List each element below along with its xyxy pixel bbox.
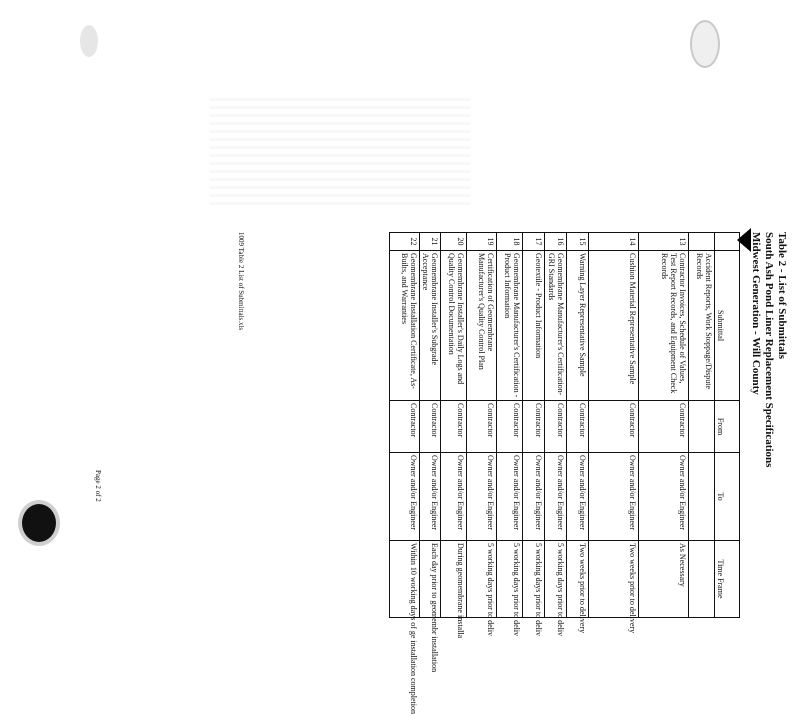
- submittal-cell: Geomembrane Installer's Subgrade Acceptance: [420, 251, 441, 401]
- from-cell: Contractor: [420, 401, 441, 453]
- row-number: 21: [420, 233, 441, 251]
- to-cell: Owner and/or Engineer: [589, 453, 639, 541]
- hole-punch-mark: [80, 25, 98, 57]
- document-header: [749, 232, 788, 612]
- row-number: 13: [639, 233, 689, 251]
- table-row: [545, 233, 567, 618]
- from-cell: Contractor: [567, 401, 589, 453]
- page-content: [150, 232, 788, 714]
- time-frame-cell: Each day prior to geomembr installation: [420, 541, 441, 618]
- time-frame-cell: During geomembrane installa: [441, 541, 467, 618]
- table-row: [689, 233, 715, 618]
- submittals-table: [389, 232, 740, 714]
- table-row: [497, 233, 523, 618]
- table-header-row: [715, 233, 740, 618]
- footer-filename: 1009 Table 2 List of Submittals.xls: [237, 232, 245, 331]
- row-number: 20: [441, 233, 467, 251]
- column-header: From: [715, 401, 740, 453]
- time-frame-cell: Two weeks prior to delivery: [567, 541, 589, 618]
- document-subtitle: South Ash Pond Liner Replacement Specifications: [763, 232, 775, 468]
- column-header: To: [715, 453, 740, 541]
- from-cell: Contractor: [441, 401, 467, 453]
- time-frame-cell: Within 10 working days of ge installation completion: [390, 541, 420, 618]
- column-header: [715, 233, 740, 251]
- time-frame-cell: 5 working days prior to deliv: [497, 541, 523, 618]
- submittal-cell: Geomembrane Manufacturer's Certification-GRI Standards: [545, 251, 567, 401]
- submittal-cell: Geomembrane Installation Certificate, As-Builts, and Warranties: [390, 251, 420, 401]
- row-number: 19: [467, 233, 497, 251]
- time-frame-cell: 5 working days prior to deliv: [545, 541, 567, 618]
- table-row: [390, 233, 420, 618]
- document-site: Midwest Generation - Will County: [750, 232, 762, 395]
- table-row: [639, 233, 689, 618]
- time-frame-cell: [689, 541, 715, 618]
- table-row: [441, 233, 467, 618]
- rotated-document-page: [150, 2, 788, 714]
- table-row: [567, 233, 589, 618]
- submittal-cell: Geotextile - Product Information: [523, 251, 545, 401]
- to-cell: Owner and/or Engineer: [545, 453, 567, 541]
- row-number: 22: [390, 233, 420, 251]
- to-cell: Owner and/or Engineer: [639, 453, 689, 541]
- submittal-cell: Warning Layer Representative Sample: [567, 251, 589, 401]
- from-cell: [689, 401, 715, 453]
- from-cell: Contractor: [639, 401, 689, 453]
- to-cell: Owner and/or Engineer: [567, 453, 589, 541]
- submittal-cell: Cushion Material Representative Sample: [589, 251, 639, 401]
- row-number: 17: [523, 233, 545, 251]
- submittal-cell: Contractor Invoices, Schedule of Values, Test Report Records, and Equipment Check Records: [639, 251, 689, 401]
- to-cell: Owner and/or Engineer: [467, 453, 497, 541]
- to-cell: Owner and/or Engineer: [441, 453, 467, 541]
- table-row: [420, 233, 441, 618]
- hole-punch-mark: [18, 500, 60, 546]
- to-cell: Owner and/or Engineer: [497, 453, 523, 541]
- column-header: Submittal: [715, 251, 740, 401]
- table-row: [523, 233, 545, 618]
- column-header: Time Frame: [715, 541, 740, 618]
- row-number: 16: [545, 233, 567, 251]
- table-row: [589, 233, 639, 618]
- row-number: 15: [567, 233, 589, 251]
- from-cell: Contractor: [589, 401, 639, 453]
- table-row: [467, 233, 497, 618]
- to-cell: Owner and/or Engineer: [390, 453, 420, 541]
- row-number: [689, 233, 715, 251]
- row-number: 14: [589, 233, 639, 251]
- from-cell: Contractor: [545, 401, 567, 453]
- to-cell: Owner and/or Engineer: [523, 453, 545, 541]
- time-frame-cell: 5 working days prior to deliv: [523, 541, 545, 618]
- time-frame-cell: 5 working days prior to deliv: [467, 541, 497, 618]
- submittal-cell: Geomembrane Manufacturer's Certification - Product Information: [497, 251, 523, 401]
- footer-page-number: Page 2 of 2: [94, 470, 102, 502]
- from-cell: Contractor: [390, 401, 420, 453]
- document-title: Table 2 - List of Submittals: [776, 232, 788, 360]
- submittal-cell: Accident Reports, Work Stoppage/Dispute Records: [689, 251, 715, 401]
- to-cell: [689, 453, 715, 541]
- submittal-cell: Certification of Geomembrane Manufacturer's Quality Control Plan: [467, 251, 497, 401]
- from-cell: Contractor: [467, 401, 497, 453]
- to-cell: Owner and/or Engineer: [420, 453, 441, 541]
- submittal-cell: Geomembrane Installer's Daily Logs and Quality Control Documentation: [441, 251, 467, 401]
- from-cell: Contractor: [523, 401, 545, 453]
- time-frame-cell: As Necessary: [639, 541, 689, 618]
- row-number: 18: [497, 233, 523, 251]
- time-frame-cell: Two weeks prior to delivery: [589, 541, 639, 618]
- from-cell: Contractor: [497, 401, 523, 453]
